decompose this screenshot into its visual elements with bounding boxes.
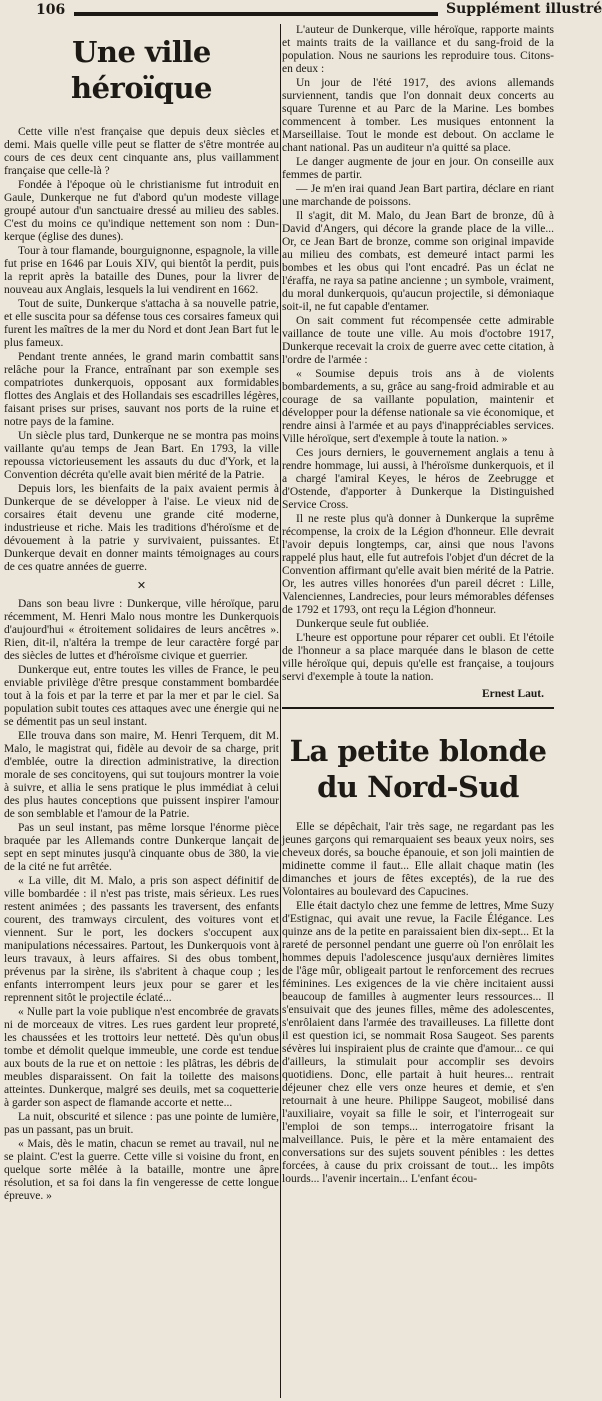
- right-column: [282, 24, 554, 1398]
- publication-title: Supplément illustré: [446, 1, 602, 17]
- header-rule: [74, 12, 438, 16]
- article-paragraph: L'auteur de Dunkerque, ville héroïque, rapporte maints et maints traits de la vaillance et du sang-froid de la population. Nous ne saurions les reproduire tous. Citons-en deux :: [282, 24, 554, 75]
- article-paragraph: Le danger augmente de jour en jour. On conseille aux femmes de partir.: [282, 156, 554, 181]
- article-paragraph: « Nulle part la voie publique n'est encombrée de gravats ni de morceaux de vitres. Les rues gardent leur propreté, les chaussées et les trottoirs leur netteté. Dès qu'un obus tombe et démolit quelque immeuble, une corde est tendue aux bouts de la rue et on nettoie : les plâtras, les débris de meubles disparaissent. On fait la toilette des maisons atteintes. Dunkerque, malgré ses deuils, met sa coquetterie à garder son aspect de flamande accorte et nette...: [4, 1006, 279, 1109]
- article-paragraph: Tout de suite, Dunkerque s'attacha à sa nouvelle patrie, et elle suscita pour sa défense tous ces corsaires fameux qui furent les maîtres de la mer du Nord et dont Jean Bart fut le plus fameux.: [4, 298, 279, 349]
- article-paragraph: Fondée à l'époque où le christianisme fut introduit en Gaule, Dunkerque ne fut d'abord qu'un modeste village groupé autour d'un sanctuaire dressé au milieu des sables. C'est du moins ce qu'indique nettement son nom : Dun-kerque (église des dunes).: [4, 179, 279, 243]
- article-paragraph: Il ne reste plus qu'à donner à Dunkerque la suprême récompense, la croix de la Légion d'honneur. Elle devrait l'avoir depuis longtemps, car, ainsi que nous l'avons rappelé plus haut, elle fut autrefois l'objet d'un décret de la Convention affirmant qu'elle avait bien mérité de la Patrie. Or, les autres villes honorées d'un pareil décret : Lille, Valenciennes, Landrecies, pour leurs mémorables défenses de 1792 et 1793, ont reçu la Légion d'honneur.: [282, 513, 554, 616]
- article-paragraph: Depuis lors, les bienfaits de la paix avaient permis à Dunkerque de se développer à l'aise. Le vieux nid de corsaires était devenu une grande cité moderne, industrieuse et riche. Mais les traditions d'héroïsme et de dévouement à la patrie y survivaient, puissantes. Et Dunkerque devait en donner maints témoignages au cours de ces quatre années de guerre.: [4, 483, 279, 573]
- article-paragraph: La nuit, obscurité et silence : pas une pointe de lumière, pas un passant, pas un bruit.: [4, 1111, 279, 1136]
- left-column: [4, 24, 279, 1398]
- author-signature: Ernest Laut.: [482, 688, 544, 700]
- article-title: Une ville héroïque: [71, 35, 212, 105]
- article-paragraph: Il s'agit, dit M. Malo, du Jean Bart de bronze, dû à David d'Angers, qui décore la grande place de la ville... Or, ce Jean Bart de bronze, comme son original impavide au milieu des combats, est demeuré intact parmi les bombes et les obus qui l'ont encadré. Pas un éclat ne l'éraffa, ne raya sa patine ancienne ; un symbole, vraiment, du moral dunkerquois, qu'aucun projectile, si démoniaque soit-il, ne fut capable d'entamer.: [282, 210, 554, 313]
- section-separator: ✕: [136, 579, 147, 592]
- article-title: La petite blonde du Nord-Sud: [289, 734, 547, 804]
- article-paragraph: Dans son beau livre : Dunkerque, ville héroïque, paru récemment, M. Henri Malo nous montre les Dunkerquois d'aujourd'hui « étroitement solidaires de leurs ancêtres ». Rien, dit-il, n'altéra la trempe de leur caractère forgé par des siècles de luttes et d'héroïsme civique et guerrier.: [4, 598, 279, 662]
- article-paragraph: « Soumise depuis trois ans à de violents bombardements, a su, grâce au sang-froid admirable et au courage de sa vaillante population, maintenir et développer pour la défense nationale sa vie économique, et rendre ainsi à l'armée et au pays d'inappréciables services. Ville héroïque, sert d'exemple à toute la nation. »: [282, 368, 554, 445]
- article-paragraph: On sait comment fut récompensée cette admirable vaillance de toute une ville. Au mois d'octobre 1917, Dunkerque recevait la croix de guerre avec cette citation, à l'ordre de l'armée :: [282, 315, 554, 366]
- article-paragraph: « La ville, dit M. Malo, a pris son aspect définitif de ville bombardée : il n'est pas triste, mais sérieux. Les rues restent animées ; des passants les traversent, des enfants courent, des tramways circulent, des voitures vont et viennent. Sur le port, les dockers s'occupent aux manipulations nécessaires. Partout, les Dunkerquois vont à leurs travaux, à leurs affaires. Si des obus tombent, prévenus par la sirène, ils s'abritent à chaque coup ; les enfants interrompent leurs jeux pour se garer et les reprennent sitôt le projectile éclaté...: [4, 875, 279, 1004]
- article-paragraph: Un siècle plus tard, Dunkerque ne se montra pas moins vaillante qu'au temps de Jean Bart. En 1793, la ville repoussa victorieusement les assauts du duc d'York, et la Convention décréta qu'elle avait bien mérité de la Patrie.: [4, 430, 279, 481]
- article-paragraph: Pendant trente années, le grand marin combattit sans relâche pour la France, entraînant par son exemple ses compatriotes dunkerquois, opposant aux formidables flottes des Anglais et des Hollandais ses escadrilles légères, faisant prises sur prises, sauvant nos ports de la ruine et notre pays de la famine.: [4, 351, 279, 428]
- column-divider: [280, 24, 281, 1398]
- article-paragraph: « Mais, dès le matin, chacun se remet au travail, nul ne se plaint. C'est la guerre. Cette ville si voisine du front, en quelque sorte mêlée à la bataille, montre une âpre résolution, et sa foi dans la fin vengeresse de cette longue épreuve. »: [4, 1138, 279, 1202]
- article-paragraph: Tour à tour flamande, bourguignonne, espagnole, la ville fut prise en 1646 par Louis XIV, qui bientôt la perdit, puis la reprit après la bataille des Dunes, pour la livrer de nouveau aux Anglais, lesquels la lui vendirent en 1662.: [4, 245, 279, 296]
- article-divider: [282, 707, 554, 709]
- article-paragraph: Elle se dépêchait, l'air très sage, ne regardant pas les jeunes garçons qui remarquaient ses beaux yeux noirs, ses cheveux dorés, sa bouche épanouie, et son joli maintien de midinette comme il faut... Elle allait chaque matin (les dimanches et jours de fêtes exceptés), de la rue des Volontaires au boulevard des Capucines.: [282, 821, 554, 898]
- page-number: 106: [36, 2, 66, 18]
- page-header: [0, 0, 602, 20]
- article-paragraph: Un jour de l'été 1917, des avions allemands surviennent, tandis que l'on donnait deux concerts au square Turenne et au Parc de la Marine. Les bombes commencent à tomber. Les musiques entonnent la Marseillaise. Tout le monde est debout. On acclame le chant national. Pas un auditeur n'a quitté sa place.: [282, 77, 554, 154]
- article-paragraph: Ces jours derniers, le gouvernement anglais a tenu à rendre hommage, lui aussi, à l'héroïsme dunkerquois, et il a chargé l'amiral Keyes, le héros de Zeebrugge et d'Ostende, d'apporter à Dunkerque la Distinguished Service Cross.: [282, 447, 554, 511]
- article-paragraph: Pas un seul instant, pas même lorsque l'énorme pièce braquée par les Allemands contre Dunkerque lançait de sept en sept minutes jusqu'à cinquante obus de 380, la vie de la cité ne fut arrêtée.: [4, 822, 279, 873]
- article-paragraph: Dunkerque eut, entre toutes les villes de France, le peu enviable privilège d'être presque constamment bombardée tout à la fois et par la terre et par la mer et par le ciel. Sa population subit toutes ces attaques avec une énergie qui ne se démentit pas un seul instant.: [4, 664, 279, 728]
- article-paragraph: Cette ville n'est française que depuis deux siècles et demi. Mais quelle ville peut se flatter de s'être montrée au cours de ces deux cent cinquante ans, plus vaillamment française que celle-là ?: [4, 126, 279, 177]
- article-paragraph: L'heure est opportune pour réparer cet oubli. Et l'étoile de l'honneur a sa place marquée dans le blason de cette ville héroïque qui, depuis qu'elle est française, a toujours servi d'exemple à toute la nation.: [282, 632, 554, 683]
- article-paragraph: Elle trouva dans son maire, M. Henri Terquem, dit M. Malo, le magistrat qui, fidèle au devoir de sa charge, prit d'emblée, outre la direction administrative, la direction morale de ses concitoyens, qui sut toujours montrer la voie à suivre, et allia le sens pratique le plus immédiat à celui des plus hautes conceptions que puissent inspirer l'amour de son semblable et l'amour de la Patrie.: [4, 730, 279, 820]
- article-paragraph: — Je m'en irai quand Jean Bart partira, déclare en riant une marchande de poissons.: [282, 183, 554, 208]
- article-paragraph: Elle était dactylo chez une femme de lettres, Mme Suzy d'Estignac, qui avait une revue, la Facile Élégance. Les quinze ans de la petite en paraissaient bien dix-sept... Et la rareté de personnel pendant une guerre où l'on enrôlait les hommes depuis l'adolescence jusqu'aux dernières limites de l'âge mûr, obligeait partout le renforcement des recrues féminines. Les exigences de la vie chère incitaient aussi beaucoup de familles à augmenter leurs ressources... Il s'ensuivait que des jeunes filles, même des adolescentes, s'enrôlaient dans l'armée des travailleuses. La fillette dont il est question ici, se nommait Rosa Saugeot. Ses parents sévères lui inspiraient plus de crainte que d'amour... ce qui d'ailleurs, la stimulait pour accomplir ses devoirs quotidiens. Donc, elle partait à huit heures... rentrait déjeuner chez elle vers onze heures et demie, et s'en retournait à une heure. Philippe Saugeot, mobilisé dans l'auxiliaire, voyait sa fille le soir, et l'interrogeait sur l'emploi de son temps... interrogatoire frisant la malveillance. Puis, le père et la mère entamaient des conversations sur des sujets souvent pénibles : les dettes forcées, à cause du prix croissant de tout... les impôts lourds... l'avenir incertain... L'enfant écou-: [282, 900, 554, 1185]
- article-paragraph: Dunkerque seule fut oubliée.: [296, 618, 429, 630]
